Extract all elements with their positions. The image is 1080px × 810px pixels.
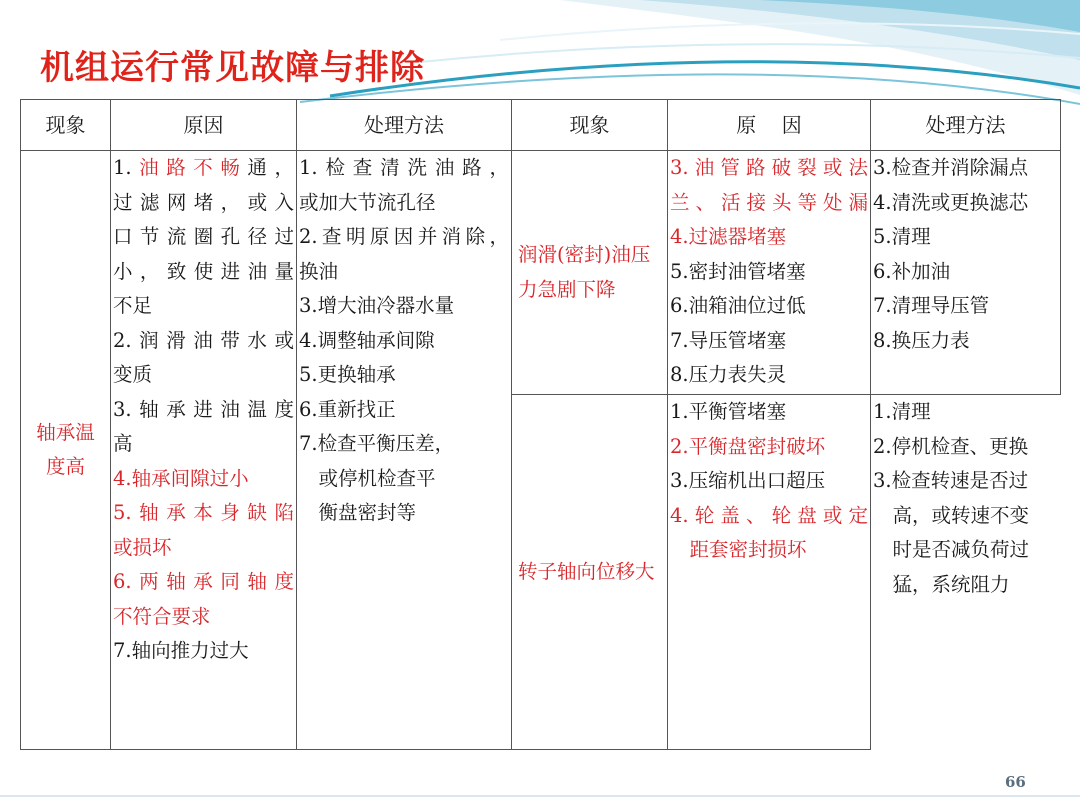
list-item: 或加大节流孔径: [299, 190, 436, 214]
remedy-cell-bearing: [297, 151, 512, 750]
list-item: 时是否减负荷过: [873, 538, 1030, 561]
list-item: 不足: [113, 294, 153, 317]
list-item: 2.停机检查、更换: [873, 434, 1029, 458]
header-cause-1: 原因: [111, 100, 297, 151]
list-item: 兰、活接头等处漏: [670, 190, 868, 214]
list-item: 4.过滤器堵塞: [670, 225, 787, 248]
cause-cell-oil: [668, 151, 871, 395]
list-item: 7.清理导压管: [873, 294, 990, 317]
list-item: 小，致使进油量: [113, 259, 294, 283]
list-item: 6.两轴承同轴度: [113, 570, 294, 593]
list-item: 3.检查并消除漏点: [873, 156, 1029, 179]
list-item: 2.查明原因并消除，: [299, 225, 509, 248]
list-item: 3.轴承进油温度: [113, 397, 294, 421]
list-item: 6.油箱油位过低: [670, 294, 806, 317]
list-item: 4.清洗或更换滤芯: [873, 190, 1029, 214]
list-item: 1.油路不畅通，: [113, 156, 294, 179]
list-item: 7.导压管堵塞: [670, 328, 787, 352]
list-item: 1.平衡管堵塞: [670, 400, 787, 423]
list-item: 距套密封损坏: [670, 538, 807, 561]
list-item: 3.检查转速是否过: [873, 469, 1029, 492]
page-number: 66: [1005, 773, 1026, 791]
list-item: 高: [113, 432, 133, 455]
list-item: 4.轮盖、轮盘或定: [670, 503, 868, 527]
list-item: 5.更换轴承: [299, 363, 396, 386]
list-item: 7.检查平衡压差，: [299, 432, 455, 455]
list-item: 5.轴承本身缺陷: [113, 501, 294, 524]
list-item: 5.密封油管堵塞: [670, 259, 806, 283]
list-item: 口节流圈孔径过: [113, 225, 294, 248]
list-item: 2.润滑油带水或: [113, 328, 294, 352]
list-item: 3.油管路破裂或法: [670, 156, 868, 179]
symptom-oil-pressure: 润滑(密封)油压力急剧下降: [512, 151, 668, 395]
header-symptom-1: 现象: [21, 100, 111, 151]
list-item: 2.平衡盘密封破坏: [670, 434, 826, 458]
highlighted-text: 油路不畅: [131, 156, 248, 179]
list-item: 或停机检查平: [299, 466, 436, 490]
list-item: 3.增大油冷器水量: [299, 294, 455, 317]
list-item: 猛，系统阻力: [873, 572, 1010, 596]
list-item: 8.压力表失灵: [670, 363, 787, 386]
list-item: 不符合要求: [113, 604, 211, 628]
remedy-cell-oil: [871, 151, 1061, 395]
list-item: 变质: [113, 363, 153, 386]
table-row: [21, 151, 1061, 395]
list-item: 4.调整轴承间隙: [299, 328, 435, 352]
list-item: 6.重新找正: [299, 397, 396, 421]
cause-cell-bearing: [111, 151, 297, 750]
list-item: 5.清理: [873, 225, 931, 248]
list-item: 或损坏: [113, 535, 172, 559]
list-item: 6.补加油: [873, 259, 951, 283]
list-item: 衡盘密封等: [299, 501, 417, 524]
fault-table: [20, 99, 1061, 750]
list-item: 7.轴向推力过大: [113, 639, 249, 662]
cause-cell-axial: [668, 395, 871, 750]
list-item: 4.轴承间隙过小: [113, 466, 249, 490]
list-item: 高，或转速不变: [873, 503, 1030, 527]
list-item: 过滤网堵，或入: [113, 190, 294, 214]
list-item: 1.清理: [873, 400, 931, 423]
header-remedy-1: 处理方法: [297, 100, 512, 151]
symptom-bearing-temp: 轴承温度高: [21, 151, 111, 750]
footer-divider: [0, 795, 1080, 797]
list-item: 3.压缩机出口超压: [670, 469, 826, 492]
header-remedy-2: 处理方法: [871, 100, 1061, 151]
header-row: [21, 100, 1061, 151]
list-item: 1.检查清洗油路，: [299, 156, 509, 179]
list-item: 8.换压力表: [873, 328, 970, 352]
list-item: 换油: [299, 259, 339, 283]
header-symptom-2: 现象: [512, 100, 668, 151]
slide-title: 机组运行常见故障与排除: [40, 48, 425, 88]
remedy-cell-axial: [871, 395, 1061, 750]
header-cause-2: 原 因: [668, 100, 871, 151]
symptom-axial-displacement: 转子轴向位移大: [512, 395, 668, 750]
